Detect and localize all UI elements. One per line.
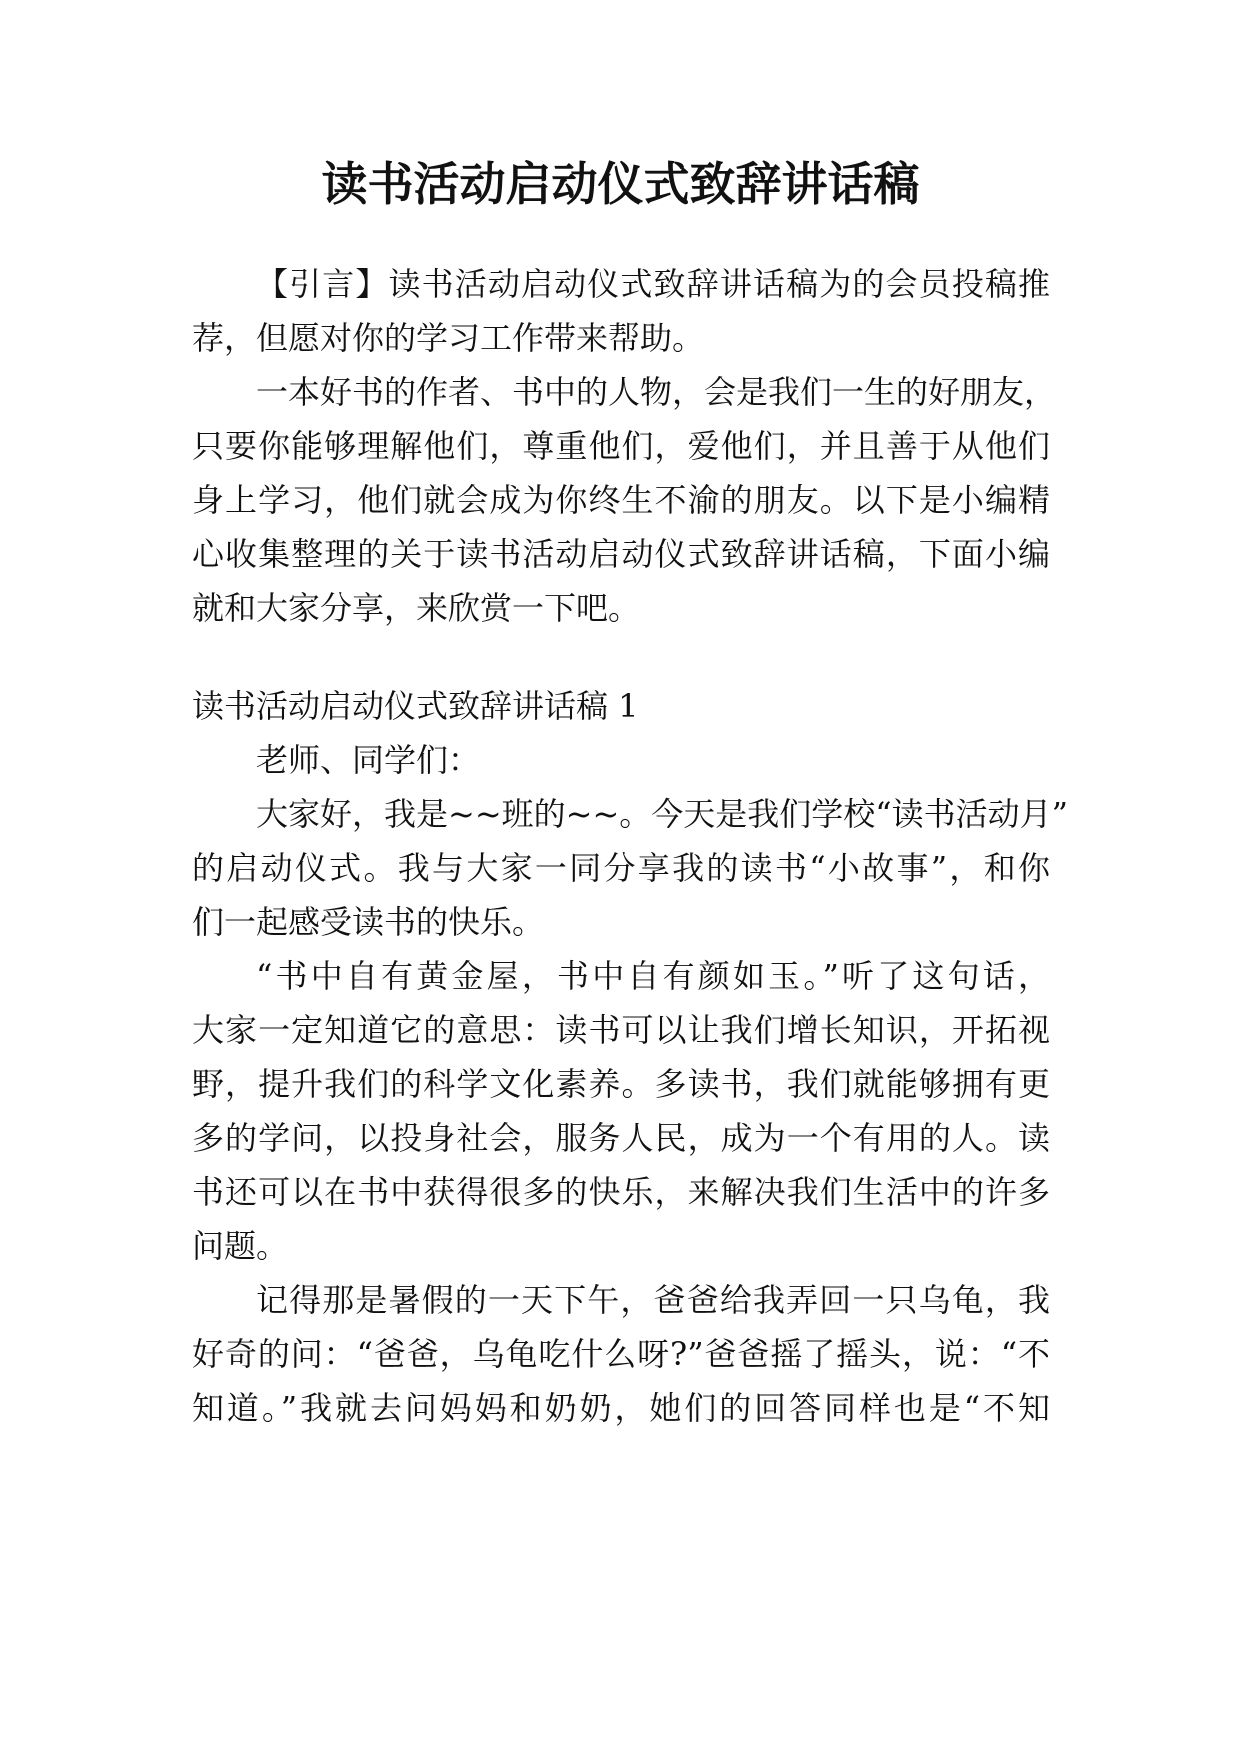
body-line: 好奇的问：“爸爸，乌龟吃什么呀?”爸爸摇了摇头，说：“不 xyxy=(192,1335,1050,1373)
body-line: 大家好，我是~~班的~~。今天是我们学校“读书活动月” xyxy=(256,795,1068,833)
body-line: 们一起感受读书的快乐。 xyxy=(192,903,545,941)
body-line: 野，提升我们的科学文化素养。多读书，我们就能够拥有更 xyxy=(192,1065,1050,1103)
body-line: 知道。”我就去问妈妈和奶奶，她们的回答同样也是“不知 xyxy=(192,1389,1050,1427)
body-line: 记得那是暑假的一天下午，爸爸给我弄回一只乌龟，我 xyxy=(256,1281,1050,1319)
body-line: 大家一定知道它的意思：读书可以让我们增长知识，开拓视 xyxy=(192,1011,1050,1049)
intro-line: 【引言】读书活动启动仪式致辞讲话稿为的会员投稿推 xyxy=(256,265,1050,303)
body-line: “书中自有黄金屋，书中自有颜如玉。”听了这句话， xyxy=(256,957,1050,995)
opening-line: 一本好书的作者、书中的人物，会是我们一生的好朋友， xyxy=(256,373,1057,411)
salutation: 老师、同学们： xyxy=(256,741,481,779)
section-heading: 读书活动启动仪式致辞讲话稿 1 xyxy=(192,687,639,725)
body-line: 问题。 xyxy=(192,1227,289,1265)
body-line: 多的学问，以投身社会，服务人民，成为一个有用的人。读 xyxy=(192,1119,1050,1157)
opening-line: 心收集整理的关于读书活动启动仪式致辞讲话稿，下面小编 xyxy=(192,535,1050,573)
document-title: 读书活动启动仪式致辞讲话稿 xyxy=(321,157,920,211)
opening-line: 就和大家分享，来欣赏一下吧。 xyxy=(192,589,641,627)
body-line: 书还可以在书中获得很多的快乐，来解决我们生活中的许多 xyxy=(192,1173,1050,1211)
body-line: 的启动仪式。我与大家一同分享我的读书“小故事”，和你 xyxy=(192,849,1050,887)
opening-line: 身上学习，他们就会成为你终生不渝的朋友。以下是小编精 xyxy=(192,481,1050,519)
opening-line: 只要你能够理解他们，尊重他们，爱他们，并且善于从他们 xyxy=(192,427,1050,465)
intro-line: 荐，但愿对你的学习工作带来帮助。 xyxy=(192,319,705,357)
